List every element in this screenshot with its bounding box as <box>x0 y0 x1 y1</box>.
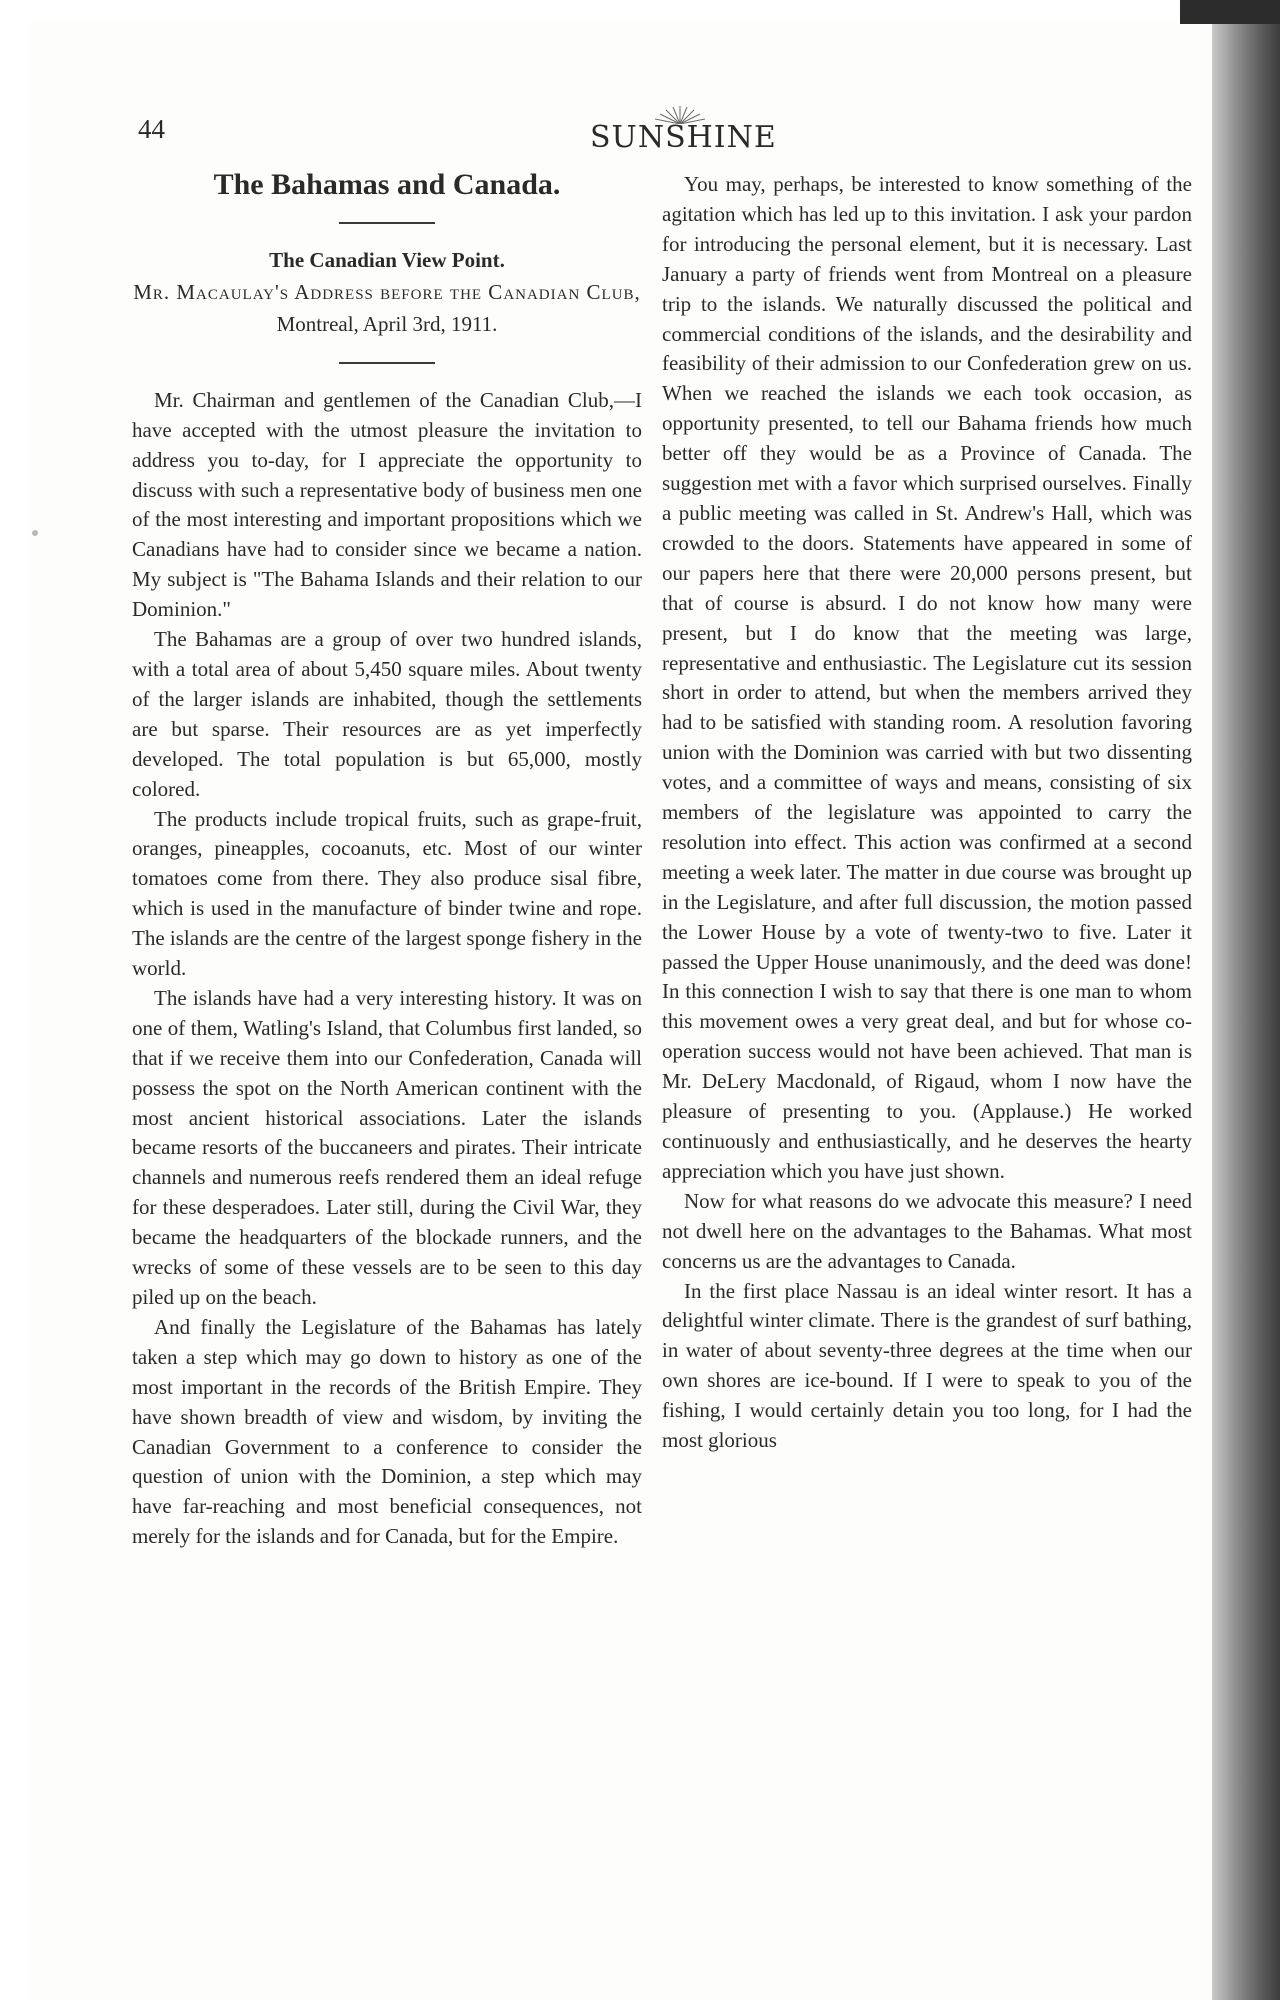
title-rule <box>339 222 435 224</box>
right-column <box>662 170 1192 1456</box>
byline <box>132 276 642 340</box>
scan-border <box>1180 0 1280 24</box>
article-title: The Bahamas and Canada. <box>213 168 561 201</box>
left-column <box>132 170 642 1552</box>
paragraph: Mr. Chairman and gentlemen of the Canadian Club,—I have accepted with the utmost pleasure the invitation to address you to-day, for I appreciate the opportunity to discuss with such a representative body of business men one of the most interesting and important propositions which we Canadians have had to consider since we became a nation. My subject is "The Bahama Islands and their relation to our Dominion." <box>132 387 642 622</box>
byline-caps: Mr. Macaulay's Address before the Canadian Club, <box>133 279 641 304</box>
page-number: 44 <box>138 114 165 144</box>
paragraph: Now for what reasons do we advocate this measure? I need not dwell here on the advantages to the Bahamas. What most concerns us are the advantages to Canada. <box>662 1188 1192 1273</box>
masthead-title: SUNSHINE <box>590 120 777 155</box>
paragraph: In the first place Nassau is an ideal winter resort. It has a delightful winter climate. There is the grandest of surf bathing, in water of about seventy-three degrees at the time when our own shores are ice-bound. If I were to speak to you of the fishing, I would certainly detain you too long, for I had the most glorious <box>662 1278 1192 1453</box>
article-subtitle: The Canadian View Point. <box>269 247 505 272</box>
byline-rule <box>339 362 435 364</box>
paragraph: The islands have had a very interesting history. It was on one of them, Watling's Island, that Columbus first landed, so that if we receive them into our Confederation, Canada will possess the spot on the North American continent with the most ancient historical associations. Later the islands became resorts of the buccaneers and pirates. Their intricate channels and numerous reefs rendered them an ideal refuge for these desperadoes. Later still, during the Civil War, they became the headquarters of the blockade runners, and the wrecks of some of these vessels are to be seen to this day piled up on the beach. <box>132 985 642 1309</box>
paragraph: And finally the Legislature of the Bahamas has lately taken a step which may go down to history as one of the most important in the records of the British Empire. They have shown breadth of view and wisdom, by inviting the Canadian Government to a conference to consider the question of union with the Dominion, a step which may have far-reaching and most beneficial consequences, not merely for the islands and for Canada, but for the Empire. <box>132 1314 642 1549</box>
paragraph: You may, perhaps, be interested to know something of the agitation which has led up to this invitation. I ask your pardon for introducing the personal element, but it is necessary. Last January a party of friends went from Montreal on a pleasure trip to the islands. We naturally discussed the political and commercial conditions of the islands, and the desirability and feasibility of their admission to our Confederation grew on us. When we reached the islands we each took occasion, as opportunity presented, to tell our Bahama friends how much better off they would be as a Province of Canada. The suggestion met with a favor which surprised ourselves. Finally a public meeting was called in St. Andrew's Hall, which was crowded to the doors. Statements have appeared in some of our papers here that there were 20,000 persons present, but that of course is absurd. I do not know how many were present, but I do know that the meeting was large, representative and enthusiastic. The Legislature cut its session short in order to attend, but when the members arrived they had to be satisfied with standing room. A resolution favoring union with the Dominion was carried with but two dissenting votes, and a committee of ways and means, consisting of six members of the legislature was appointed to carry the resolution into effect. This action was confirmed at a second meeting a week later. The matter in due course was brought up in the Legislature, and after full discussion, the motion passed the Lower House by a vote of twenty-two to five. Later it passed the Upper House unanimously, and the deed was done! In this connection I wish to say that there is one man to whom this movement owes a very great deal, and but for whose co-operation success would not have been achieved. That man is Mr. DeLery Macdonald, of Rigaud, whom I now have the pleasure of presenting to you. (Applause.) He worked continuously and enthusiastically, and he deserves the hearty appreciation which you have just shown. <box>662 172 1192 1183</box>
byline-rest: Montreal, April 3rd, 1911. <box>276 311 498 336</box>
paragraph: The products include tropical fruits, such as grape-fruit, oranges, pineapples, cocoanuts, etc. Most of our winter tomatoes come from there. They also produce sisal fibre, which is used in the manufacture of binder twine and rope. The islands are the centre of the largest sponge fishery in the world. <box>132 806 642 981</box>
masthead <box>590 100 777 160</box>
paragraph: The Bahamas are a group of over two hundred islands, with a total area of about 5,450 square miles. About twenty of the larger islands are inhabited, though the settlements are but sparse. Their resources are as yet imperfectly developed. The total population is but 65,000, mostly colored. <box>132 627 642 801</box>
margin-speck <box>32 530 38 536</box>
page-edge-shadow <box>1212 0 1280 2000</box>
